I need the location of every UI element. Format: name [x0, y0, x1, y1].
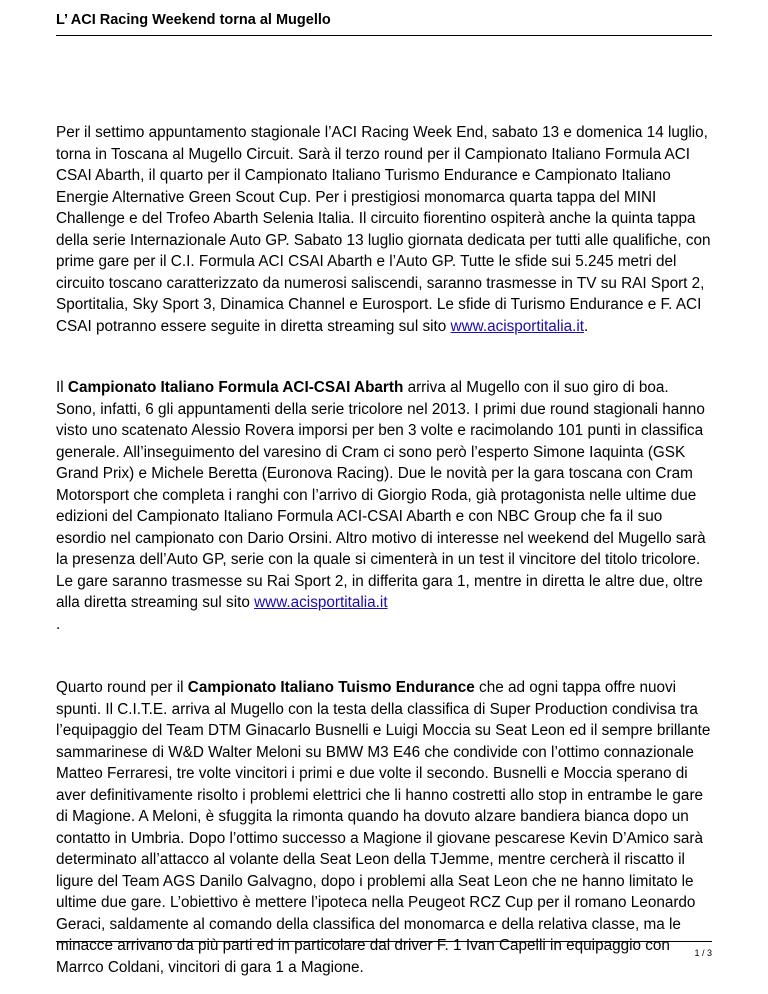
paragraph-text: Per il settimo appuntamento stagionale l’ACI Racing Week End, sabato 13 e domenica 14 luglio, torna in Toscana al Mugello Circuit. Sarà il terzo round per il Campionato Italiano Formula ACI CSAI Abarth, il quarto per il Campionato Italiano Turismo Endurance e Campionato Italiano Energie Alternative Green Scout Cup. Per i prestigiosi monomarca quarta tappa del MINI Challenge e del Trofeo Abarth Selenia Italia. Il circuito fiorentino ospiterà anche la quinta tappa della serie Internazionale Auto GP. Sabato 13 luglio giornata dedicata per tutti alle qualifiche, con prime gare per il C.I. Formula ACI CSAI Abarth e l’Auto GP. Tutte le sfide sui 5.245 metri del circuito toscano caratterizzato da numerosi saliscendi, saranno trasmesse in TV su RAI Sport 2, Sportitalia, Sky Sport 3, Dinamica Channel e Eurosport. Le sfide di Turismo Endurance e F. ACI CSAI potranno essere seguite in diretta streaming sul sito	[56, 124, 711, 335]
acisportitalia-link[interactable]: www.acisportitalia.it	[450, 317, 584, 335]
paragraph-pre: Quarto round per il	[56, 679, 188, 696]
footer-divider	[56, 941, 712, 942]
paragraph-text: che ad ogni tappa offre nuovi spunti. Il C.I.T.E. arriva al Mugello con la testa della classifica di Super Production condivisa tra l’equipaggio del Team DTM Ginacarlo Busnelli e Luigi Moccia su Seat Leon ed il sempre brillante sammarinese di W&D Walter Meloni su BMW M3 E46 che condivide con l’ottimo connazionale Matteo Ferraresi, tre volte vincitori i primi e due volte il secondo. Busnelli e Moccia sperano di aver definitivamente risolto i problemi elettrici che li hanno costretti allo stop in entrambe le gare di Magione. A Meloni, è sfuggita la rimonta quando ha dovuto alzare bandiera bianca dopo un contatto in Umbria. Dopo l’ottimo successo a Magione il giovane pescarese Kevin D’Amico sarà determinato all’attacco al volante della Seat Leon della TJemme, mentre cercherà il riscatto il ligure del Team AGS Danilo Galvagno, dopo i problemi alla Seat Leon che ne hanno limitato le ultime due gare. L’obiettivo è mettere l’ipoteca nella Peugeot RCZ Cup per il romano Leonardo Geraci, saldamente al comando della classifica del monomarca e della relativa classe, ma le minacce arrivano da più parti ed in particolare dal driver F. 1 Ivan Capelli in equipaggio con Marrco Coldani, vincitori di gara 1 a Magione.	[56, 679, 711, 976]
paragraph-bold-title: Campionato Italiano Formula ACI-CSAI Abarth	[67, 379, 404, 396]
paragraph-text: arriva al Mugello con il suo giro di boa. Sono, infatti, 6 gli appuntamenti della serie tricolore nel 2013. I primi due round stagionali hanno visto uno scatenato Alessio Rovera imporsi per ben 3 volte e racimolando 101 punti in classifica generale. All’inseguimento del varesino di Cram ci sono però l’esperto Simone Iaquinta (GSK Grand Prix) e Michele Beretta (Euronova Racing). Due le novità per la gara toscana con Cram Motorsport che completa i ranghi con l’arrivo di Giorgio Roda, già protagonista nelle ultime due edizioni del Campionato Italiano Formula ACI-CSAI Abarth e con NBC Group che fa il suo esordio nel campionato con Dario Orsini. Altro motivo di interesse nel weekend del Mugello sarà la presenza dell’Auto GP, serie con la quale si cimenterà in un test il vincitore del titolo tricolore. Le gare saranno trasmesse su Rai Sport 2, in differita gara 1, mentre in diretta le altre due, oltre alla diretta streaming sul sito	[56, 379, 706, 611]
paragraph-turismo	[56, 677, 712, 978]
paragraph-pre: Il	[56, 379, 68, 396]
page-header-title: L’ ACI Racing Weekend torna al Mugello	[56, 12, 331, 28]
page-number: 1 / 3	[694, 948, 712, 958]
article-body	[56, 122, 712, 978]
header-divider	[56, 35, 712, 36]
paragraph-end: .	[56, 615, 61, 633]
acisportitalia-link[interactable]: www.acisportitalia.it	[254, 594, 388, 611]
paragraph-end: .	[584, 317, 589, 335]
paragraph-formula	[56, 377, 712, 635]
paragraph-intro	[56, 122, 712, 337]
paragraph-bold-title: Campionato Italiano Tuismo Endurance	[187, 679, 475, 696]
